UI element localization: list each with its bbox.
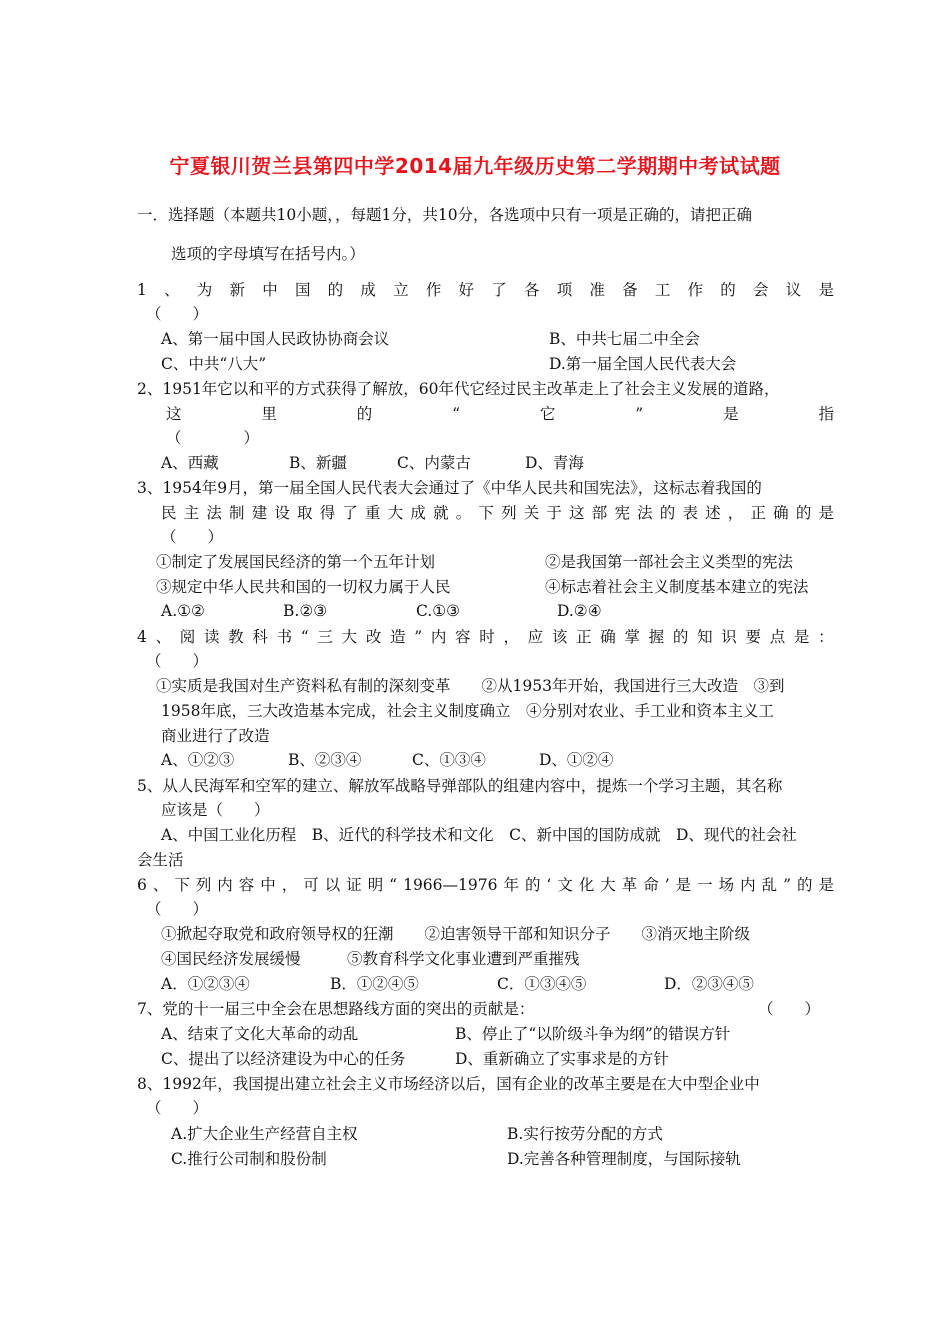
stem-char: 会	[753, 281, 769, 299]
stem-char: 的	[672, 628, 689, 646]
question-6-option-b: B．①②④⑤	[330, 975, 419, 993]
stem-char: 应	[527, 628, 544, 646]
question-2-answer-blank: （ ）	[166, 429, 260, 447]
question-4-option-a: A、①②③	[161, 751, 235, 769]
stem-char: 证	[346, 876, 362, 894]
stem-char: 下	[174, 876, 190, 894]
stem-char: “	[389, 876, 398, 894]
stem-char: 议	[785, 281, 802, 299]
stem-char: 乱	[761, 876, 778, 894]
stem-char: 成	[410, 504, 426, 522]
question-4-stem	[137, 627, 834, 647]
stem-char: 的	[720, 281, 736, 299]
stem-char: 准	[589, 281, 605, 299]
question-7-option-d: D、重新确立了实事求是的方针	[455, 1050, 669, 1068]
question-5-line1: 5、从人民海军和空军的建立、解放军战略导弹部队的组建内容中，提炼一个学习主题，其名称	[137, 777, 783, 795]
stem-char: 为	[196, 281, 213, 299]
question-7-option-c: C、提出了以经济建设为中心的任务	[161, 1050, 406, 1068]
question-4-statements-line2: 1958年底，三大改造基本完成，社会主义制度确立 ④分别对农业、手工业和资本主义工	[161, 702, 774, 720]
stem-char: 成	[360, 281, 376, 299]
question-3-option-c: C.①③	[416, 602, 461, 620]
question-7-option-b: B、停止了“以阶级斗争为纲”的错误方针	[455, 1025, 731, 1043]
stem-char: 识	[721, 628, 737, 646]
stem-char: 了	[491, 281, 507, 299]
stem-char: 于	[546, 504, 562, 522]
stem-char: 工	[654, 281, 671, 299]
stem-char: 民	[161, 504, 177, 522]
question-4-answer-blank: （ ）	[146, 652, 209, 670]
stem-char: 改	[365, 628, 382, 646]
question-6-statements-line1: ①掀起夺取党和政府领导权的狂潮 ②迫害领导干部和知识分子 ③消灭地主阶级	[161, 925, 751, 943]
stem-char: 正	[576, 628, 592, 646]
question-3-line1: 3、1954年9月，第一届全国人民代表大会通过了《中华人民共和国宪法》，这标志着我国的	[137, 479, 762, 497]
stem-char: 重	[365, 504, 381, 522]
question-3-statement-3: ③规定中华人民共和国的一切权力属于人民	[156, 578, 451, 596]
stem-char: 关	[523, 504, 540, 522]
stem-char: 明	[367, 876, 384, 894]
stem-char: 内	[740, 876, 756, 894]
question-1-option-b: B、中共七届二中全会	[549, 330, 700, 348]
stem-char: 掌	[624, 628, 640, 646]
stem-char: ：	[818, 628, 834, 646]
question-3-answer-blank: （ ）	[161, 528, 224, 546]
stem-char: 教	[228, 628, 244, 646]
question-2-option-b: B、新疆	[289, 454, 347, 472]
question-8-stem: 8、1992年，我国提出建立社会主义市场经济以后，国有企业的改革主要是在大中型企业中	[137, 1075, 760, 1093]
stem-char: ’	[664, 876, 670, 894]
question-5-options-line: A、中国工业化历程 B、近代的科学技术和文化 C、新中国的国防成就 D、现代的社会社	[161, 826, 797, 844]
question-1-option-c: C、中共“八大”	[161, 355, 267, 373]
stem-char: 革	[621, 876, 638, 894]
stem-char: ，	[727, 504, 744, 522]
stem-char: 好	[458, 281, 475, 299]
question-4-option-c: C、①③④	[412, 751, 486, 769]
stem-char: 大	[600, 876, 616, 894]
stem-char: 1	[137, 281, 147, 299]
stem-char: 化	[578, 876, 595, 894]
stem-char: 主	[183, 504, 200, 522]
stem-char: 列	[501, 504, 517, 522]
stem-char: 宪	[614, 504, 630, 522]
stem-char: 以	[324, 876, 341, 894]
stem-char: 设	[274, 504, 290, 522]
question-1-answer-blank: （ ）	[146, 305, 209, 323]
question-6-option-d: D．②③④⑤	[664, 975, 754, 993]
stem-char: 项	[556, 281, 573, 299]
question-6-option-a: A．①②③④	[161, 975, 250, 993]
stem-char: 科	[252, 628, 268, 646]
stem-char: “	[452, 405, 461, 423]
stem-char: ，	[281, 876, 298, 894]
question-1-stem	[137, 280, 834, 300]
question-1-option-d: D.第一届全国人民代表大会	[549, 355, 737, 373]
stem-char: 这	[166, 405, 182, 423]
stem-char: 的	[356, 405, 373, 423]
stem-char: 立	[393, 281, 409, 299]
stem-char: ”	[783, 876, 792, 894]
question-5-options-continued: 会生活	[137, 851, 184, 869]
stem-char: 读	[203, 628, 220, 646]
question-7-stem: 7、党的十一届三中全会在思想路线方面的突出的贡献是：	[137, 1000, 535, 1018]
stem-char: 它	[539, 405, 556, 423]
stem-char: 法	[637, 504, 653, 522]
section-instruction-line2: 选项的字母填写在括号内。）	[171, 245, 365, 263]
stem-char: 述	[705, 504, 721, 522]
stem-char: 命	[643, 876, 659, 894]
stem-char: 是	[723, 405, 739, 423]
stem-char: 制	[229, 504, 245, 522]
question-3-line2	[161, 503, 834, 523]
stem-char: 可	[303, 876, 319, 894]
stem-char: 中	[260, 876, 276, 894]
stem-char: 是	[818, 876, 834, 894]
stem-char: 各	[523, 281, 540, 299]
stem-char: ‘	[546, 876, 552, 894]
section-instruction-line1: 一．选择题（本题共10小题，，每题1分，共10分，各选项中只有一项是正确的，请把正确	[137, 206, 753, 224]
stem-char: 确	[773, 504, 789, 522]
stem-char: 文	[557, 876, 573, 894]
question-2-line1: 2、1951年它以和平的方式获得了解放，60年代它经过民主改革走上了社会主义发展的道路，	[137, 380, 780, 398]
stem-char: 确	[600, 628, 616, 646]
stem-char: 的	[327, 281, 344, 299]
stem-char: 表	[682, 504, 698, 522]
stem-char: ，	[503, 628, 519, 646]
stem-char: 、	[155, 628, 172, 646]
stem-char: 下	[478, 504, 494, 522]
question-2-line2	[166, 404, 834, 424]
stem-char: 内	[430, 628, 447, 646]
stem-char: 书	[276, 628, 293, 646]
exam-title: 宁夏银川贺兰县第四中学2014届九年级历史第二学期期中考试试题	[169, 154, 781, 178]
stem-char: “	[300, 628, 309, 646]
stem-char: 就	[433, 504, 449, 522]
question-6-answer-blank: （ ）	[146, 900, 209, 918]
question-4-statements-line3: 商业进行了改造	[161, 727, 270, 745]
stem-char: 大	[341, 628, 358, 646]
stem-char: 内	[217, 876, 233, 894]
stem-char: 了	[342, 504, 358, 522]
stem-char: 这	[569, 504, 585, 522]
question-2-option-d: D、青海	[525, 454, 584, 472]
stem-char: 握	[648, 628, 665, 646]
question-7-option-a: A、结束了文化大革命的动乱	[161, 1025, 359, 1043]
stem-char: 容	[455, 628, 471, 646]
stem-char: 是	[793, 628, 810, 646]
stem-char: 的	[524, 876, 541, 894]
stem-char: 法	[206, 504, 222, 522]
stem-char: 正	[750, 504, 766, 522]
stem-char: 部	[591, 504, 608, 522]
question-4-option-d: D、①②④	[539, 751, 614, 769]
stem-char: 作	[425, 281, 442, 299]
question-8-answer-blank: （ ）	[146, 1099, 209, 1117]
stem-char: 指	[818, 405, 834, 423]
stem-char: 得	[319, 504, 336, 522]
stem-char: 知	[697, 628, 713, 646]
stem-char: 里	[261, 405, 277, 423]
question-8-option-c: C.推行公司制和股份制	[171, 1150, 327, 1168]
stem-char: 时	[479, 628, 495, 646]
stem-char: 的	[796, 876, 813, 894]
question-5-line2: 应该是（ ）	[161, 801, 270, 819]
question-6-stem	[137, 875, 834, 895]
question-3-option-d: D.②④	[557, 602, 602, 620]
stem-char: 中	[262, 281, 278, 299]
stem-char: 。	[455, 504, 472, 522]
stem-char: 一	[697, 876, 713, 894]
stem-char: 的	[659, 504, 676, 522]
question-8-option-d: D.完善各种管理制度，与国际接轨	[507, 1150, 741, 1168]
stem-char: 、	[164, 281, 180, 299]
question-4-statements-line1: ①实质是我国对生产资料私有制的深刻变革 ②从1953年开始，我国进行三大改造 ③到	[156, 677, 785, 695]
question-3-statement-4: ④标志着社会主义制度基本建立的宪法	[545, 578, 809, 596]
question-8-option-a: A.扩大企业生产经营自主权	[171, 1125, 358, 1143]
stem-char: 4	[137, 628, 147, 646]
stem-char: 三	[317, 628, 333, 646]
stem-char: 作	[687, 281, 704, 299]
question-6-option-c: C．①③④⑤	[497, 975, 587, 993]
question-2-option-a: A、西藏	[161, 454, 219, 472]
stem-char: 造	[390, 628, 406, 646]
question-3-statement-2: ②是我国第一部社会主义类型的宪法	[545, 553, 794, 571]
stem-char: 1966—1976	[403, 876, 498, 894]
stem-char: 是	[818, 281, 834, 299]
stem-char: 要	[745, 628, 761, 646]
question-6-statements-line2: ④国民经济发展缓慢 ⑤教育科学文化事业遭到严重摧残	[161, 950, 580, 968]
stem-char: 建	[251, 504, 268, 522]
stem-char: ”	[635, 405, 644, 423]
question-3-option-b: B.②③	[283, 602, 328, 620]
question-3-statement-1: ①制定了发展国民经济的第一个五年计划	[156, 553, 436, 571]
stem-char: 列	[195, 876, 212, 894]
stem-char: 取	[297, 504, 313, 522]
stem-char: 场	[718, 876, 735, 894]
stem-char: 是	[675, 876, 692, 894]
stem-char: 该	[551, 628, 568, 646]
question-8-option-b: B.实行按劳分配的方式	[507, 1125, 663, 1143]
stem-char: 备	[622, 281, 638, 299]
question-2-option-c: C、内蒙古	[397, 454, 471, 472]
stem-char: 年	[503, 876, 519, 894]
question-1-option-a: A、第一届中国人民政协协商会议	[161, 330, 390, 348]
stem-char: 大	[387, 504, 404, 522]
question-7-answer-blank: （ ）	[758, 1000, 821, 1018]
stem-char: 阅	[179, 628, 196, 646]
stem-char: 的	[795, 504, 812, 522]
stem-char: 点	[769, 628, 786, 646]
stem-char: 6	[137, 876, 147, 894]
stem-char: 国	[294, 281, 311, 299]
stem-char: 是	[818, 504, 834, 522]
question-3-option-a: A.①②	[161, 602, 205, 620]
stem-char: 容	[238, 876, 255, 894]
question-4-option-b: B、②③④	[288, 751, 362, 769]
stem-char: ”	[414, 628, 423, 646]
stem-char: 、	[152, 876, 169, 894]
stem-char: 新	[229, 281, 246, 299]
